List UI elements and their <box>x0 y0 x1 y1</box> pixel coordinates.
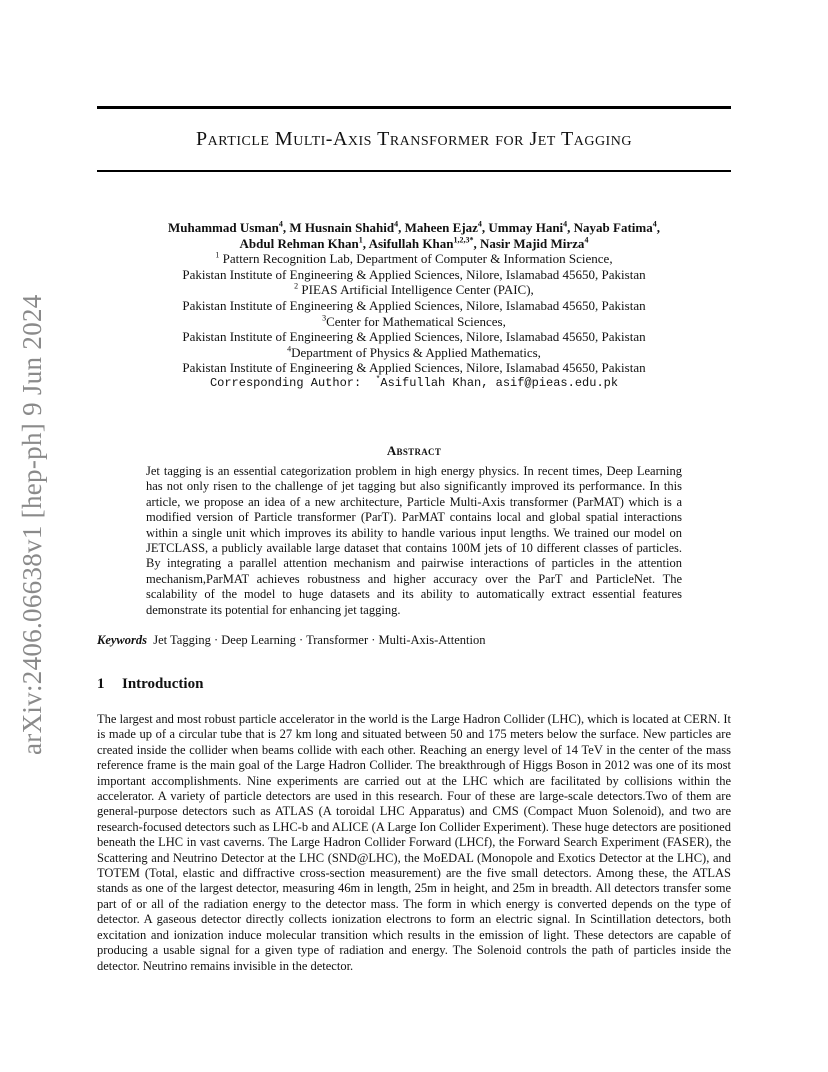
author-affiliation-mark: 4 <box>394 219 399 229</box>
affiliation-dept <box>97 251 731 267</box>
abstract-text: Jet tagging is an essential categorization problem in high energy physics. In recent times, Deep Learning has not only risen to the challenge of jet tagging but also significantly improved its performance. In this article, we propose an idea of a new architecture, Particle Multi-Axis transformer (ParMAT) which is a modified version of Particle transformer (ParT). ParMAT contains local and global spatial interactions within a single unit which improves its ability to handle various input lengths. We trained our model on JETCLASS, a publicly available large dataset that contains 100M jets of 10 different classes of particles. By integrating a parallel attention mechanism and pairwise interactions of particles in the attention mechanism,ParMAT achieves robustness and higher accuracy over the ParT and ParticleNet. The scalability of the model to huge datasets and its ability to automatically extract essential features demonstrate its potential for enhancing jet tagging. <box>146 464 682 617</box>
title-rule-bottom <box>97 170 731 172</box>
corresponding-contact: Asifullah Khan, asif@pieas.edu.pk <box>380 375 619 390</box>
affiliation-dept <box>97 345 731 361</box>
keyword: Transformer <box>306 633 369 647</box>
affiliation-institute: Pakistan Institute of Engineering & Applied Sciences, Nilore, Islamabad 45650, Pakistan <box>182 329 646 345</box>
corresponding-mark: * <box>375 374 381 384</box>
affiliation-dept-text: Pattern Recognition Lab, Department of Computer & Information Science, <box>222 251 613 267</box>
introduction-text: The largest and most robust particle accelerator in the world is the Large Hadron Collider (LHC), which is located at CERN. It is made up of a circular tube that is 27 km long and situated between 50 and 175 meters below the surface. New particles are created inside the collider when beams collide with each other. Reaching an energy level of 14 TeV in the center of the mass reference frame is the main goal of the Large Hadron Collider. The breakthrough of Higgs Boson in 2012 was one of its most important accomplishments. Nine experiments are carried out at the LHC which are facilitated by collisions within the accelerator. A variety of particle detectors are used in this research. Four of these are large-scale detectors.Two of them are general-purpose detectors such as ATLAS (A toroidal LHC Apparatus) and CMS (Compact Muon Solenoid), and two are research-focused detectors such as LHC-b and ALICE (A Large Ion Collider Experiment). These huge detectors are positioned beneath the LHC in vast caverns. The Large Hadron Collider Forward (LHCf), the Forward Search Experiment (FASER), the Scattering and Neutrino Detector at the LHC (SND@LHC), the MoEDAL (Monopole and Exotics Detector at the LHC), and TOTEM (Total, elastic and diffractive cross-section measurement) are the five small detectors. Among these, the ATLAS stands as one of the largest detector, measuring 46m in length, 25m in height, and 25m in breadth. All detectors transfer some part of or all of the radiation energy to the detector mass. The form in which energy is converted depends on the type of detector. A gaseous detector directly collects ionization electrons to form an electric signal. In Scintillation detectors, both excitation and ionization induce molecular transition which results in the emission of light. These detectors are capable of producing a usable signal for a given type of radiation and energy. The Solenoid controls the path of particles inside the detector. Neutrino remains invisible in the detector. <box>97 712 731 973</box>
title-rule-top <box>97 106 731 109</box>
affiliation-institute: Pakistan Institute of Engineering & Applied Sciences, Nilore, Islamabad 45650, Pakistan <box>182 266 646 282</box>
author-name: Nayab Fatima <box>573 220 653 235</box>
corresponding-label: Corresponding Author: <box>209 375 362 390</box>
paper-title: Particle Multi-Axis Transformer for Jet Tagging <box>196 128 632 150</box>
arxiv-identifier: arXiv:2406.06638v1 [hep-ph] 9 Jun 2024 <box>17 294 47 755</box>
affiliation-dept-text: Department of Physics & Applied Mathematics, <box>291 344 541 360</box>
affiliation-dept-text: PIEAS Artificial Intelligence Center (PAIC), <box>301 282 534 298</box>
section-heading <box>97 676 203 693</box>
section-title: Introduction <box>122 676 204 692</box>
author-name: M Husnain Shahid <box>289 220 395 235</box>
affiliation-dept <box>97 314 731 330</box>
author-name: Ummay Hani <box>488 220 564 235</box>
keyword: Jet Tagging <box>153 633 211 647</box>
author-name: Nasir Majid Mirza <box>479 235 585 251</box>
affiliation-mark: 1 <box>215 250 220 260</box>
keyword: Multi-Axis-Attention <box>378 633 486 647</box>
author-name: Muhammad Usman <box>167 220 279 235</box>
affiliation-institute: Pakistan Institute of Engineering & Applied Sciences, Nilore, Islamabad 45650, Pakistan <box>182 297 646 313</box>
keywords-line <box>97 633 731 648</box>
affiliation-dept-text: Center for Mathematical Sciences, <box>326 313 506 329</box>
keyword-separator: · <box>299 633 304 647</box>
author-line-2: Abdul Rehman Khan$^1$, Asifullah Khan$^{1,2,3*}$, Nasir Majid Mirza$^4$ <box>239 235 589 251</box>
affiliation-mark: 4 <box>287 344 292 354</box>
author-affiliation-mark: 4 <box>563 219 568 229</box>
affiliation-dept <box>97 282 731 298</box>
section-number: 1 <box>97 676 105 692</box>
author-name: Asifullah Khan <box>368 235 454 251</box>
author-affiliation-mark: 4 <box>584 235 589 245</box>
corresponding-author <box>97 376 731 392</box>
author-line-1: Muhammad Usman$^4$, M Husnain Shahid$^4$, Maheen Ejaz$^4$, Ummay Hani$^4$, Nayab Fatima$^4$, <box>167 219 661 235</box>
author-block <box>97 220 731 392</box>
author-name: Maheen Ejaz <box>404 220 478 235</box>
keywords-label: Keywords <box>97 633 147 647</box>
affiliation-mark: 3 <box>322 313 327 323</box>
author-name: Abdul Rehman Khan <box>239 235 359 251</box>
author-affiliation-mark: 4 <box>278 219 283 229</box>
affiliation-institute: Pakistan Institute of Engineering & Applied Sciences, Nilore, Islamabad 45650, Pakistan <box>182 360 646 376</box>
keyword-separator: · <box>371 633 376 647</box>
abstract-heading: Abstract <box>386 443 442 458</box>
author-affiliation-mark: 1,2,3* <box>453 235 474 245</box>
keyword-separator: · <box>213 633 219 647</box>
author-affiliation-mark: 4 <box>477 219 482 229</box>
author-affiliation-mark: 1 <box>358 235 363 245</box>
affiliation-mark: 2 <box>294 282 299 292</box>
author-affiliation-mark: 4 <box>652 219 657 229</box>
keyword: Deep Learning <box>221 633 296 647</box>
